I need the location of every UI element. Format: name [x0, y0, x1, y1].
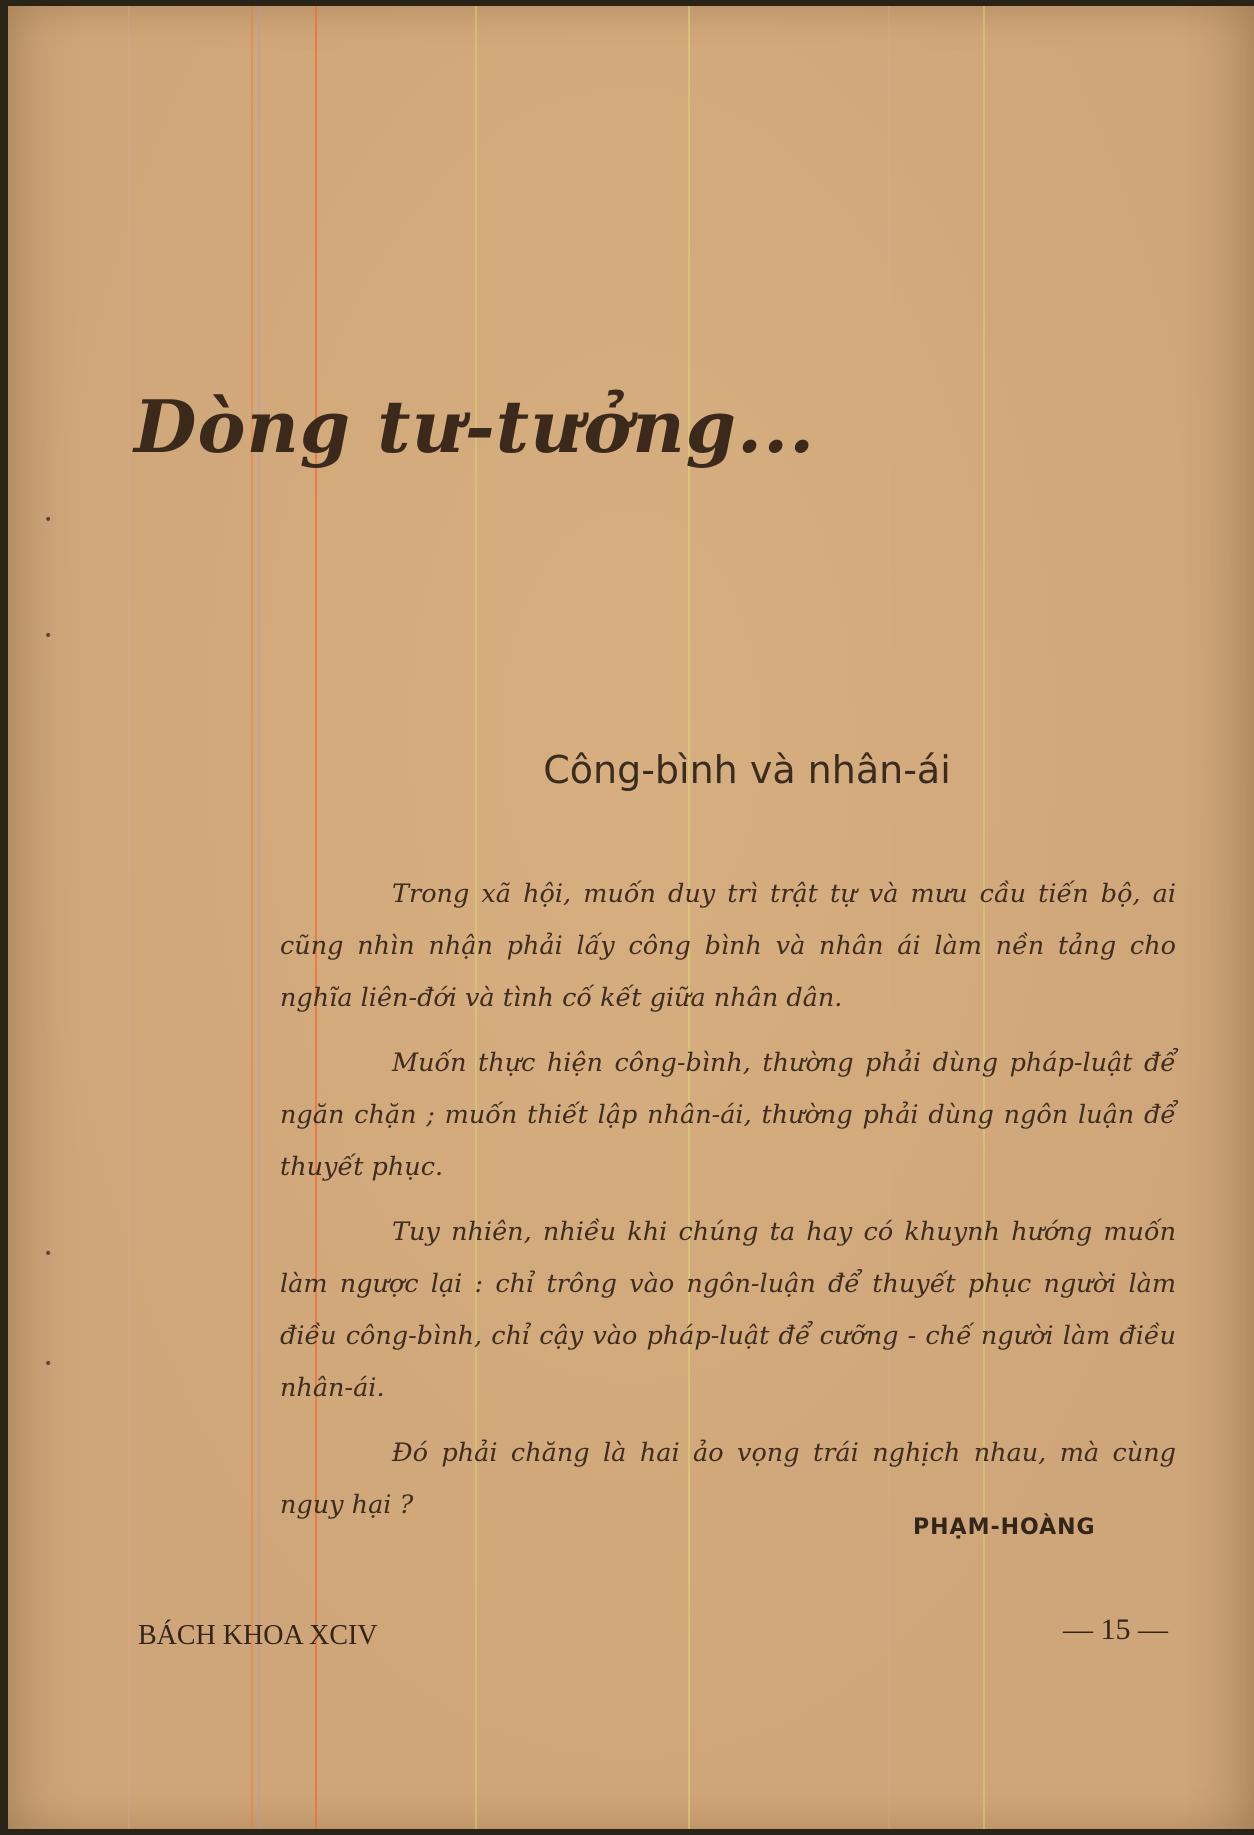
page-heading: Dòng tư-tưởng... [134, 384, 816, 469]
scan-line-pink [128, 6, 130, 1829]
binding-mark: • [44, 1356, 53, 1372]
paragraph: Muốn thực hiện công-bình, thường phải dùng pháp-luật để ngăn chặn ; muốn thiết lập nhân-ái, thường phải dùng ngôn luận để thuyết phục. [280, 1048, 1176, 1182]
scan-line-orange-2 [251, 6, 253, 1829]
scan-line-violet [258, 6, 260, 1829]
paragraph: Trong xã hội, muốn duy trì trật tự và mưu cầu tiến bộ, ai cũng nhìn nhận phải lấy công bình và nhân ái làm nền tảng cho nghĩa liên-đới và tình cố kết giữa nhân dân. [280, 879, 1176, 1013]
paragraph: Tuy nhiên, nhiều khi chúng ta hay có khuynh hướng muốn làm ngược lại : chỉ trông vào ngôn-luận để thuyết phục người làm điều công-bình, chỉ cậy vào pháp-luật để cưỡng - chế người làm điều nhân-ái. [280, 1217, 1176, 1403]
binding-mark: • [44, 628, 53, 644]
paragraph: Đó phải chăng là hai ảo vọng trái nghịch nhau, mà cùng nguy hại ? [280, 1438, 1176, 1520]
page-number: — 15 — [1063, 1613, 1168, 1646]
article-body [280, 868, 1176, 1544]
scanned-page [8, 6, 1254, 1829]
section-title: Công-bình và nhân-ái [543, 748, 951, 792]
binding-mark: • [44, 512, 53, 528]
author-signature: PHẠM-HOÀNG [913, 1515, 1096, 1540]
publication-footer: BÁCH KHOA XCIV [138, 1620, 378, 1651]
binding-mark: • [44, 1246, 53, 1262]
